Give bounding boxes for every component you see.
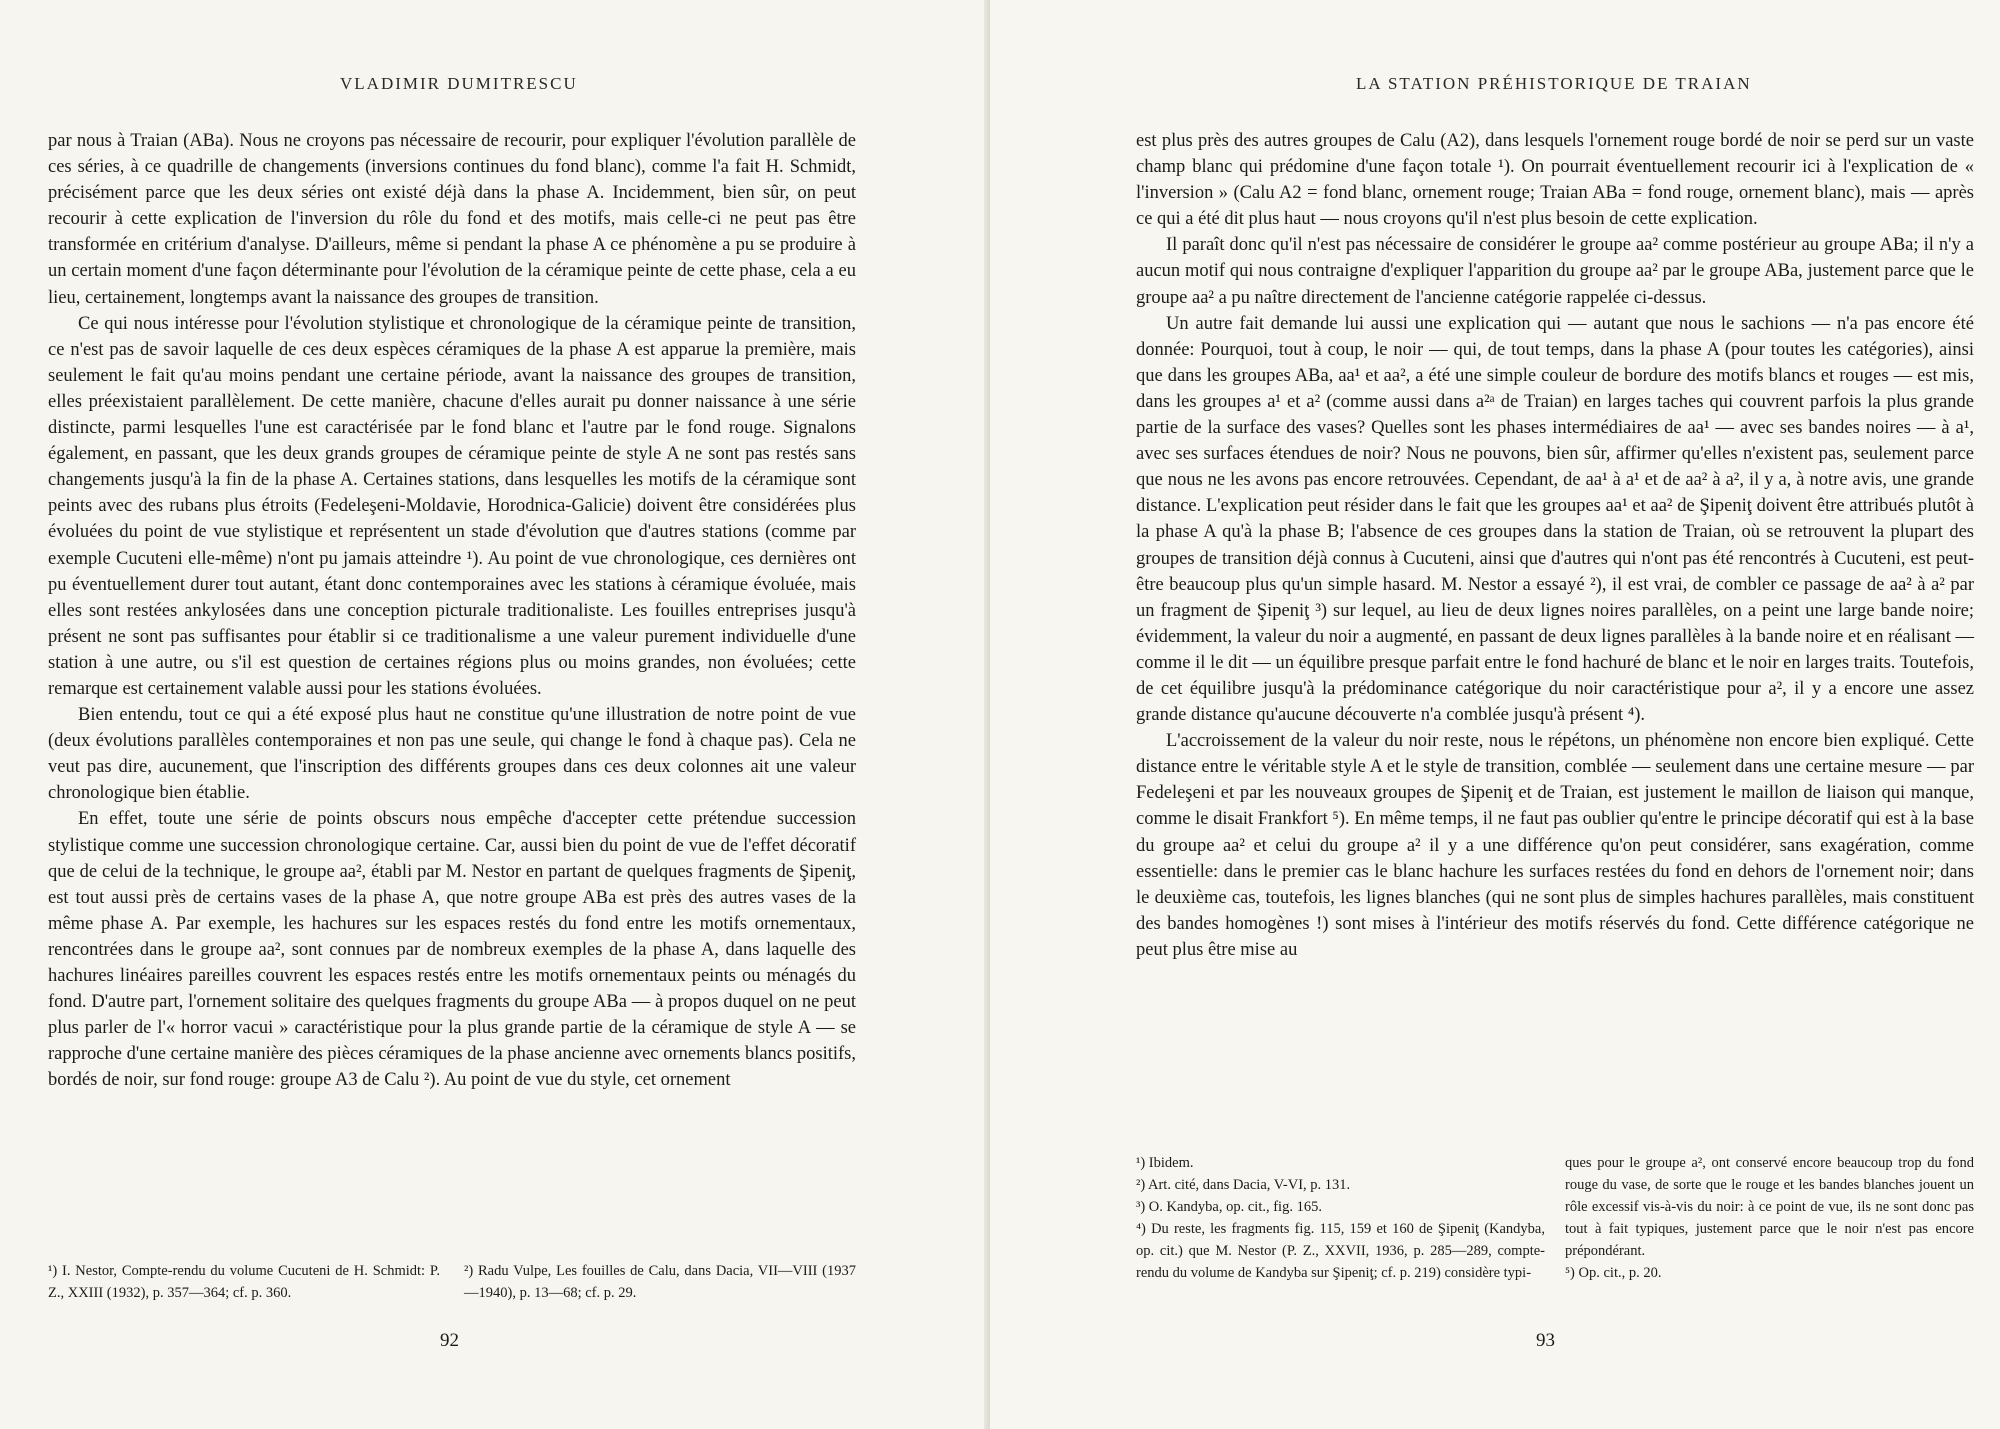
left-page — [0, 0, 990, 1429]
paragraph: En effet, toute une série de points obscurs nous empêche d'accepter cette prétendue succession stylistique comme une succession chronologique certaine. Car, aussi bien du point de vue de l'effet décoratif que de celui de la technique, le groupe aa², établi par M. Nestor en partant de quelques fragments de Şipeniţ, est tout aussi près de certains vases de la phase A, que notre groupe ABa est près des autres vases de la même phase A. Par exemple, les hachures sur les espaces restés du fond entre les motifs ornementaux, rencontrées dans le groupe aa², sont connues par de nombreux exemples de la phase A, dans laquelle des hachures linéaires pareilles couvrent les espaces restés entre les motifs ornementaux peints ou ménagés du fond. D'autre part, l'ornement solitaire des quelques fragments du groupe ABa — à propos duquel on ne peut plus parler de l'« horror vacui » caractéristique pour la plus grande partie de la céramique de style A — se rapproche d'une certaine manière des pièces céramiques de la phase ancienne avec ornements blancs positifs, bordés de noir, sur fond rouge: groupe A3 de Calu ²). Au point de vue du style, cet ornement — [48, 809, 856, 1091]
footnote: ³) O. Kandyba, op. cit., fig. 165. — [1136, 1199, 1322, 1215]
paragraph: Il paraît donc qu'il n'est pas nécessaire de considérer le groupe aa² comme postérieur au groupe ABa; il n'y a aucun motif qui nous contraigne d'expliquer l'apparition du groupe aa² par le groupe ABa, justement parce que le groupe aa² a pu naître directement de l'ancienne catégorie rappelée ci-dessus. — [1136, 235, 1974, 308]
page-number-left: 92 — [440, 1330, 459, 1351]
paragraph: Ce qui nous intéresse pour l'évolution stylistique et chronologique de la céramique peinte de transition, ce n'est pas de savoir laquelle de ces deux espèces céramiques de la phase A est apparue la première, mais seulement le fait qu'au moins pendant une certaine période, avant la naissance des groupes de transition, elles préexistaient parallèlement. De cette manière, chacune d'elles aurait pu donner naissance à une série distincte, parmi lesquelles l'une est caractérisée par le fond blanc et l'autre par le fond rouge. Signalons également, en passant, que les deux grands groupes de céramique peinte de style A ne sont pas restés sans changements jusqu'à la fin de la phase A. Certaines stations, dans lesquelles les motifs de la céramique sont peints avec des rubans plus étroits (Fedeleşeni-Moldavie, Horodnica-Galicie) doivent être considérées plus évoluées du point de vue stylistique et représentent un stade d'évolution que d'autres stations (comme par exemple Cucuteni elle-même) n'ont pu jamais atteindre ¹). Au point de vue chronologique, ces dernières ont pu éventuellement durer tout autant, étant donc contemporaines avec les stations à céramique évoluée, mais elles sont restées ankylosées dans une conception picturale traditionaliste. Les fouilles entreprises jusqu'à présent ne sont pas suffisantes pour établir si ce traditionalisme a une valeur purement individuelle d'une station à une autre, ou s'il est question de certaines régions plus ou moins grandes, non évoluées; cette remarque est certainement valable aussi pour les stations évoluées. — [48, 313, 856, 699]
paragraph: est plus près des autres groupes de Calu (A2), dans lesquels l'ornement rouge bordé de noir se perd sur un vaste champ blanc qui prédomine d'une façon totale ¹). On pourrait éventuellement recourir ici à l'explication de « l'inversion » (Calu A2 = fond blanc, ornement rouge; Traian ABa = fond rouge, ornement blanc), mais — après ce qui a été dit plus haut — nous croyons qu'il n'est plus besoin de cette explication. — [1136, 131, 1974, 230]
body-text-right — [1136, 128, 1974, 963]
footnote: ¹) I. Nestor, Compte-rendu du volume Cucuteni de H. Schmidt: P. Z., XXIII (1932), p. 357—364; cf. p. 360. — [48, 1263, 440, 1301]
footnote: ⁴) Du reste, les fragments fig. 115, 159 et 160 de Şipeniţ (Kandyba, op. cit.) que M. Nestor (P. Z., XXVII, 1936, p. 285—289, compte-rendu du volume de Kandyba sur Şipeniţ; cf. p. 219) considère typi- — [1136, 1221, 1545, 1281]
paragraph: par nous à Traian (ABa). Nous ne croyons pas nécessaire de recourir, pour expliquer l'évolution parallèle de ces séries, à ce quadrille de changements (inversions continues du fond blanc), comme l'a fait H. Schmidt, précisément parce que les deux séries ont existé déjà dans la phase A. Incidemment, bien sûr, on peut recourir à cette explication de l'inversion du rôle du fond et des motifs, mais celle-ci ne peut pas être transformée en critérium d'analyse. D'ailleurs, même si pendant la phase A ce phénomène a pu se produire à un certain moment d'une façon déterminante pour l'évolution de la céramique peinte de cette phase, cela a eu lieu, certainement, longtemps avant la naissance des groupes de transition. — [48, 131, 856, 308]
footnote: ²) Art. cité, dans Dacia, V-VI, p. 131. — [1136, 1177, 1351, 1193]
footnote-column — [1136, 1152, 1545, 1284]
running-head-right: LA STATION PRÉHISTORIQUE DE TRAIAN — [1356, 74, 1752, 93]
paragraph: L'accroissement de la valeur du noir reste, nous le répétons, un phénomène non encore bien expliqué. Cette distance entre le véritable style A et le style de transition, comblée — seulement dans une certaine mesure — par Fedeleşeni et par les nouveaux groupes de Şipeniţ et de Traian, est justement le maillon de liaison qui manque, comme le disait Frankfort ⁵). En même temps, il ne faut pas oublier qu'entre le principe décoratif qui est à la base du groupe aa² et celui du groupe a² il y a une différence qu'on peut considérer, sans exagération, comme essentielle: dans le premier cas le blanc hachure les surfaces restées du fond en dehors de l'ornement noir; dans le deuxième cas, toutefois, les lignes blanches (qui ne sont plus de simples hachures parallèles, mais constituent des bandes homogènes !) sont mises à l'intérieur des motifs réservés du fond. Cette différence catégorique ne peut plus être mise au — [1136, 731, 1974, 960]
footnote-column — [1565, 1152, 1974, 1284]
paragraph: Bien entendu, tout ce qui a été exposé plus haut ne constitue qu'une illustration de notre point de vue (deux évolutions parallèles contemporaines et non pas une seule, qui change le fond à chaque pas). Cela ne veut pas dire, aucunement, que l'inscription des différents groupes dans ces deux colonnes ait une valeur chronologique bien établie. — [48, 705, 856, 804]
right-page — [990, 0, 2000, 1429]
footnote: ¹) Ibidem. — [1136, 1155, 1194, 1171]
footnotes-right — [1136, 1152, 1974, 1284]
paragraph: Un autre fait demande lui aussi une explication qui — autant que nous le sachions — n'a pas encore été donnée: Pourquoi, tout à coup, le noir — qui, de tout temps, dans la phase A (pour toutes les catégories), ainsi que dans les groupes ABa, aa¹ et aa², a été une simple couleur de bordure des motifs blancs et rouges — est mis, dans les groupes a¹ et a² (comme aussi dans a²ᵃ de Traian) en larges taches qui couvrent parfois la plus grande partie de la surface des vases? Quelles sont les phases intermédiaires de aa¹ — avec ses bandes noires — à a¹, avec ses surfaces étendues de noir? Nous ne pouvons, bien sûr, affirmer qu'elles n'existent pas, seulement parce que nous ne les avons pas encore retrouvées. Cependant, de aa¹ à a¹ et de aa² à a², il y a, à notre avis, une grande distance. L'explication peut résider dans le fait que les groupes aa¹ et aa² de Şipeniţ doivent être attribués plutôt à la phase A qu'à la phase B; l'absence de ces groupes dans la station de Traian, où se retrouvent la plupart des groupes de transition déjà connus à Cucuteni, ainsi que d'autres qui n'ont pas été rencontrés à Cucuteni, est peut-être beaucoup plus qu'un simple hasard. M. Nestor a essayé ²), il est vrai, de combler ce passage de aa² à a² par un fragment de Şipeniţ ³) sur lequel, au lieu de deux lignes noires parallèles, on a peint une large bande noire; évidemment, la valeur du noir a augmenté, en passant de deux lignes parallèles à la bande noire et en réalisant — comme il le dit — un équilibre presque parfait entre le fond hachuré de blanc et le noir en larges traits. Toutefois, de cet équilibre jusqu'à la prédominance catégorique du noir caractéristique pour a², il y a encore une assez grande distance qu'aucune découverte n'a comblée jusqu'à présent ⁴). — [1136, 313, 1974, 726]
footnote: ⁵) Op. cit., p. 20. — [1565, 1265, 1662, 1281]
page-number-right: 93 — [1536, 1330, 1555, 1351]
footnotes-left — [48, 1260, 856, 1304]
running-head-left: VLADIMIR DUMITRESCU — [340, 74, 578, 93]
footnote: ques pour le groupe a², ont conservé encore beaucoup trop du fond rouge du vase, de sorte que le rouge et les bandes blanches jouent un rôle excessif vis-à-vis du noir: à ce point de vue, ils ne sont donc pas tout à fait typiques, justement parce que le noir n'est pas encore prépondérant. — [1565, 1155, 1974, 1259]
footnote: ²) Radu Vulpe, Les fouilles de Calu, dans Dacia, VII—VIII (1937—1940), p. 13—68; cf. p. 29. — [464, 1263, 856, 1301]
body-text-left — [48, 128, 856, 1093]
